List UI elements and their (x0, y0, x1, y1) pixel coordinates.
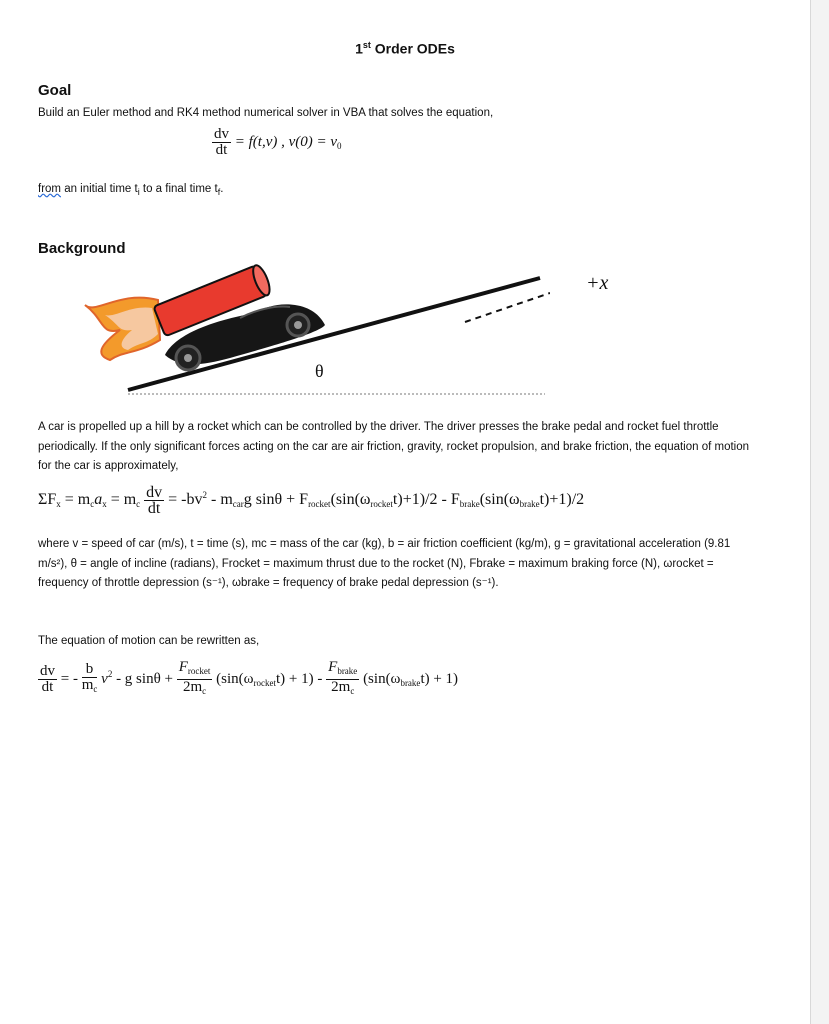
goal-heading: Goal (38, 82, 72, 99)
eom-dvdt-fraction: $\frac{dv}{dt}$ (146, 484, 163, 517)
car-on-incline-diagram (80, 260, 550, 400)
eq2-b-over-m-fraction: $\frac{b}{m_c}$ (81, 661, 98, 694)
eq2-dvdt-fraction: $\frac{dv}{dt}$ (40, 663, 55, 695)
background-paragraph: A car is propelled up a hill by a rocket which can be controlled by the driver. The driver presses the brake pedal and rocket fuel throttle periodically. If the only significant forces acting on the car are air friction, gravity, rocket propulsion, and brake friction, the equation of motion for the car is approximately, (38, 421, 750, 472)
goal-equation: $\frac{dv}{dt}$ = f(t,v) , $v(0) = v_0$ (214, 126, 342, 158)
equation-of-motion: $\Sigma F_x = m_ca_x = m_c$ $\frac{dv}{dt}$ = $-bv^2 - m_{car}g$ $\sin\theta + F_{rocket}(\sin(\omega_{rocket}t)+1)/2 - F_{brake}(\sin(\omega_{brake}t)+1)/2$ (38, 484, 585, 517)
rewritten-intro: The equation of motion can be rewritten as, (38, 635, 260, 647)
eq2-brake-fraction: $\frac{F_{brake}}{2m_c}$ (328, 659, 358, 696)
goal-range-text: from an initial time $t_i$ to a final time $t_f$. (38, 183, 224, 197)
eq2-rocket-fraction: $\frac{F_{rocket}}{2m_c}$ (178, 659, 211, 696)
page-margin (811, 0, 829, 1024)
dvdt-fraction: $\frac{dv}{dt}$ (214, 126, 229, 158)
background-heading: Background (38, 240, 126, 257)
flame-icon (85, 298, 160, 360)
goal-text: Build an Euler method and RK4 method numerical solver in VBA that solves the equation, (38, 107, 494, 119)
rewritten-equation: $\frac{dv}{dt}$ = - $\frac{b}{m_c}$ $v^2$ - g sinθ + $\frac{F_{rocket}}{2m_c}$ $(\sin(\omega_{rocket}t) + 1)$ - $\frac{F_{brake}}{2m_c}$ $(\sin(\omega_{brake}t) + 1)$ (38, 660, 458, 699)
direction-arrow (465, 293, 550, 322)
plus-x-text: +x (586, 272, 609, 294)
variable-definitions: where v = speed of car (m/s), t = time (s), mc = mass of the car (kg), b = air friction coefficient (kg/m), g = gravitational acceleration (9.81 m/s²), θ = angle of incline (radians), Frocket = maximum thrust due to the rocket (N), Fbrake = maximum braking force (N), ωrocket = frequency of throttle depression (s⁻¹), ωbrake = frequency of brake pedal depression (s⁻¹). (38, 538, 731, 589)
page-title: 1st Order ODEs (355, 40, 455, 57)
theta-label: θ (315, 361, 324, 381)
